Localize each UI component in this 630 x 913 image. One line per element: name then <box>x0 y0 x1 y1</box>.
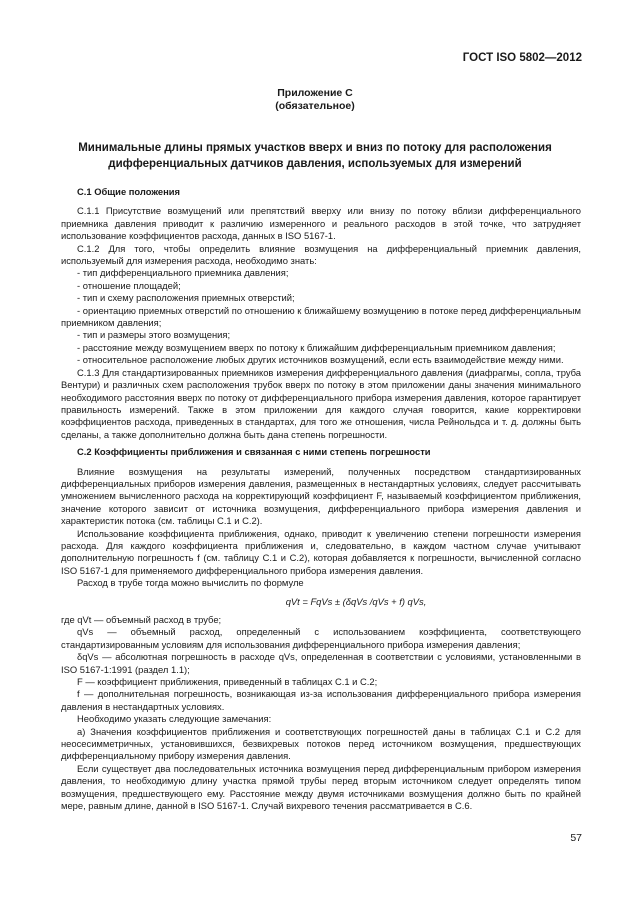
definition: qVs — объемный расход, определенный с использованием коэффициента, соответствующего стандартизированным условиям для использования дифференциального прибора измерения давления; <box>61 626 581 650</box>
page-title <box>60 140 570 172</box>
paragraph: С.1.2 Для того, чтобы определить влияние возмущения на дифференциальный приемник давления, используемый для измерения расхода, необходимо знать: <box>61 242 581 267</box>
list-item: - тип дифференциального приемника давления; <box>77 267 289 279</box>
definition-where: где qVt — объемный расход в трубе; <box>61 614 222 625</box>
appendix-heading <box>0 87 630 113</box>
paragraph: Необходимо указать следующие замечания: <box>77 713 272 725</box>
section-1-heading: С.1 Общие положения <box>77 186 180 197</box>
list-item: - отношение площадей; <box>77 279 181 291</box>
title-line-1: Минимальные длины прямых участков вверх и вниз по потоку для расположения <box>78 142 552 154</box>
paragraph: Расход в трубе тогда можно вычислить по формуле <box>77 577 304 589</box>
paragraph: С.1.1 Присутствие возмущений или препятствий вверху или внизу по потоку вблизи дифференциального приемника давления приводит к различию измеренного и реального расходов в этой точке, что затрудняет использование коэффициентов расхода, данных в ISO 5167-1. <box>61 205 581 242</box>
document-body <box>61 182 581 813</box>
definition: f — дополнительная погрешность, возникающая из-за использования дифференциального прибора измерения давления в нестандартных условиях. <box>61 688 581 712</box>
page-number: 57 <box>570 832 582 844</box>
flow-formula: qVt = FqVs ± (δqVs /qVs + f) qVs, <box>285 595 427 607</box>
appendix-status: (обязательное) <box>275 100 355 112</box>
list-item: - ориентацию приемных отверстий по отношению к ближайшему возмущению в потоке перед дифференциальным приемником давления; <box>61 304 581 329</box>
list-item: - тип и схему расположения приемных отверстий; <box>77 292 295 304</box>
list-item: - относительное расположение любых других источников возмущений, если есть взаимодействие между ними. <box>77 354 564 366</box>
paragraph: Если существует два последовательных источника возмущения перед дифференциальным прибором измерения давления, то необходимую длину участка прямой трубы перед вторым источником следует определять типом возмущения, предшествующего ему. Расстояние между двумя источниками возмущения должно быть по крайней мере, равным длине, данной в ISO 5167-1. Случай вихревого течения рассматривается в С.6. <box>61 762 581 812</box>
section-2-heading: С.2 Коэффициенты приближения и связанная с ними степень погрешности <box>77 446 431 458</box>
standard-number: ГОСТ ISO 5802—2012 <box>462 52 582 64</box>
definition: F — коэффициент приближения, приведенный в таблицах С.1 и С.2; <box>77 676 378 688</box>
paragraph: Влияние возмущения на результаты измерений, полученных посредством стандартизированных дифференциальных приборов измерения давления, размещенных в нестандартных условиях, следует рассчитывать умножением вычисленного расхода на корректирующий коэффициент F, называемый коэффициентом приближения, значение которого зависит от источника возмущения, дифференциального прибора измерения давления и характеристик потока (см. таблицы С.1 и С.2). <box>61 465 581 527</box>
title-line-2: дифференциальных датчиков давления, используемых для измерений <box>108 158 522 170</box>
list-item: - расстояние между возмущением вверх по потоку к ближайшим дифференциальным приемником давления; <box>77 341 556 353</box>
appendix-name: Приложение С <box>277 87 353 99</box>
paragraph: а) Значения коэффициентов приближения и соответствующих погрешностей даны в таблицах С.1 и С.2 для неосесимметричных, установившихся, безвихревых потоков перед источником возмущения, предшествующих дифференциальному прибору измерения давления. <box>61 725 581 762</box>
list-item: - тип и размеры этого возмущения; <box>77 329 231 341</box>
definition: δqVs — абсолютная погрешность в расходе qVs, определенная в соответствии с условиями, установленными в ISO 5167-1:1991 (раздел 1.1); <box>61 651 581 675</box>
paragraph: С.1.3 Для стандартизированных приемников измерения дифференциального давления (диафрагмы, сопла, труба Вентури) и различных схем расположения трубок вверх по потоку в этом приложении даны значения минимального необходимого расстояния вверх по потоку от дифференциального прибора измерения давления, которое гарантирует правильность измерений. Также в этом приложении для каждого случая говорится, какие корректировки коэффициентов расхода, приведенных в стандартах, для того же отношения, числа Рейнольдса и т. д. должны быть сделаны, а также дополнительно должна быть дана степень погрешности. <box>61 366 581 440</box>
paragraph: Использование коэффициента приближения, однако, приводит к увеличению степени погрешности измерения расхода. Для каждого коэффициента приближения и, следовательно, в каждом частном случае учитывают дополнительную погрешность f (см. таблицу С.1 и С.2), которая добавляется к погрешности, вычисленной согласно ISO 5167-1 для применяемого дифференциального прибора измерения давления. <box>61 527 581 576</box>
